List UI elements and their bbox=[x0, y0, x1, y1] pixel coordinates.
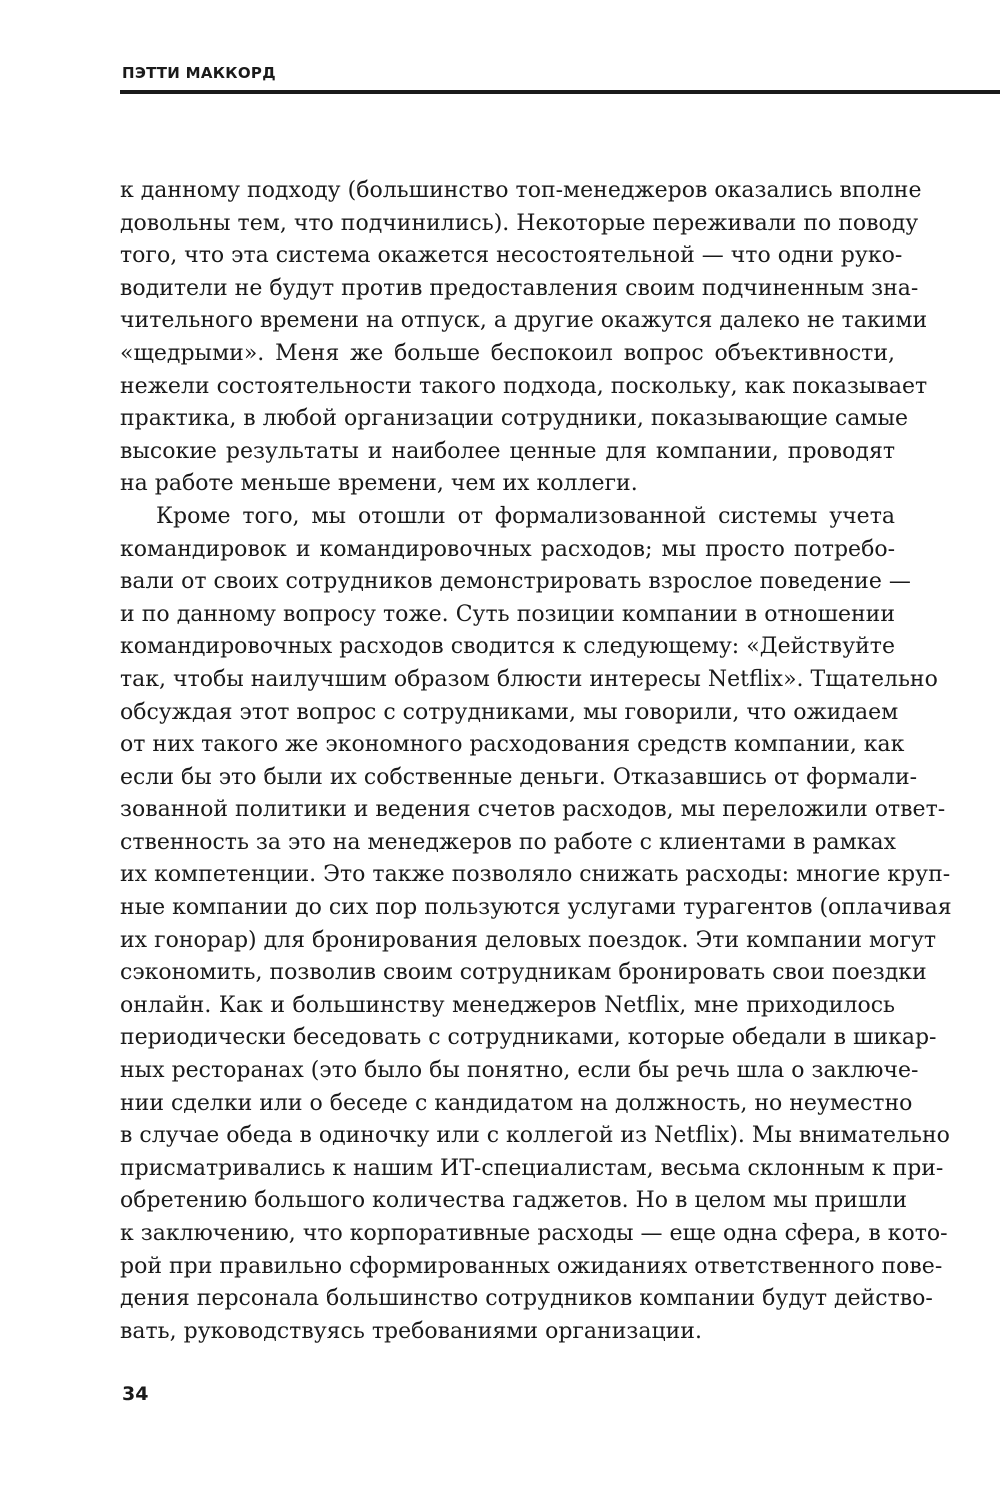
text-line: ственность за это на менеджеров по работе с клиентами в рамках bbox=[120, 829, 897, 855]
text-line: обретению большого количества гаджетов. Но в целом мы пришли bbox=[120, 1188, 907, 1214]
text-line: дения персонала большинство сотрудников компании будут действо- bbox=[120, 1286, 933, 1312]
text-line: чительного времени на отпуск, а другие окажутся далеко не такими bbox=[120, 308, 928, 334]
text-line: сэкономить, позволив своим сотрудникам бронировать свои поездки bbox=[120, 960, 927, 986]
text-line: присматривались к нашим ИТ-специалистам, весьма склонным к при- bbox=[120, 1155, 944, 1181]
text-line: от них такого же экономного расходования средств компании, как bbox=[120, 732, 905, 758]
text-line: ных ресторанах (это было бы понятно, если бы речь шла о заключе- bbox=[120, 1058, 919, 1084]
text-line: и по данному вопросу тоже. Суть позиции компании в отношении bbox=[120, 601, 895, 627]
text-line: если бы это были их собственные деньги. Отказавшись от формали- bbox=[120, 764, 918, 790]
text-line: к заключению, что корпоративные расходы — еще одна сфера, в кото- bbox=[120, 1221, 948, 1246]
text-line: ные компании до сих пор пользуются услугами турагентов (оплачивая bbox=[120, 895, 952, 921]
text-line: вали от своих сотрудников демонстрировать взрослое поведение — bbox=[120, 569, 911, 595]
text-line: нежели состоятельности такого подхода, поскольку, как показывает bbox=[120, 373, 928, 399]
text-line: командировок и командировочных расходов; мы просто потребо- bbox=[120, 536, 895, 562]
text-line: «щедрыми». Меня же больше беспокоил вопрос объективности, bbox=[120, 340, 895, 366]
text-line: так, чтобы наилучшим образом блюсти интересы Netflix». Тщательно bbox=[120, 666, 938, 692]
text-line: высокие результаты и наиболее ценные для компании, проводят bbox=[120, 438, 895, 464]
text-line: рой при правильно сформированных ожиданиях ответственного пове- bbox=[120, 1253, 943, 1279]
text-line: зованной политики и ведения счетов расходов, мы переложили ответ- bbox=[120, 797, 946, 823]
text-line: в случае обеда в одиночку или с коллегой из Netflix). Мы внимательно bbox=[120, 1123, 950, 1149]
text-line: нии сделки или о беседе с кандидатом на должность, но неуместно bbox=[120, 1090, 913, 1116]
text-line: их компетенции. Это также позволяло снижать расходы: многие круп- bbox=[120, 862, 951, 888]
running-head: ПЭТТИ МАККОРД bbox=[122, 64, 276, 82]
text-line: довольны тем, что подчинились). Некоторые переживали по поводу bbox=[120, 210, 919, 236]
text-line: онлайн. Как и большинству менеджеров Netflix, мне приходилось bbox=[120, 992, 895, 1018]
text-line: водители не будут против предоставления своим подчиненным зна- bbox=[120, 275, 919, 301]
text-line: практика, в любой организации сотрудники, показывающие самые bbox=[120, 406, 909, 432]
paragraph-last-line: на работе меньше времени, чем их коллеги. bbox=[120, 471, 638, 497]
paragraph-last-line: вать, руководствуясь требованиями организации. bbox=[120, 1318, 702, 1344]
text-line: их гонорар) для бронирования деловых поездок. Эти компании могут bbox=[120, 927, 936, 953]
text-line: к данному подходу (большинство топ-менеджеров оказались вполне bbox=[120, 178, 922, 203]
body-text bbox=[120, 175, 952, 1348]
paragraph-first-line: Кроме того, мы отошли от формализованной системы учета bbox=[156, 503, 895, 529]
header-rule bbox=[120, 90, 1000, 94]
text-line: командировочных расходов сводится к следующему: «Действуйте bbox=[120, 634, 895, 660]
text-line: обсуждая этот вопрос с сотрудниками, мы говорили, что ожидаем bbox=[120, 699, 899, 725]
text-line: того, что эта система окажется несостоятельной — что одни руко- bbox=[120, 243, 903, 269]
page-number: 34 bbox=[122, 1383, 149, 1405]
text-line: периодически беседовать с сотрудниками, которые обедали в шикар- bbox=[120, 1025, 937, 1051]
